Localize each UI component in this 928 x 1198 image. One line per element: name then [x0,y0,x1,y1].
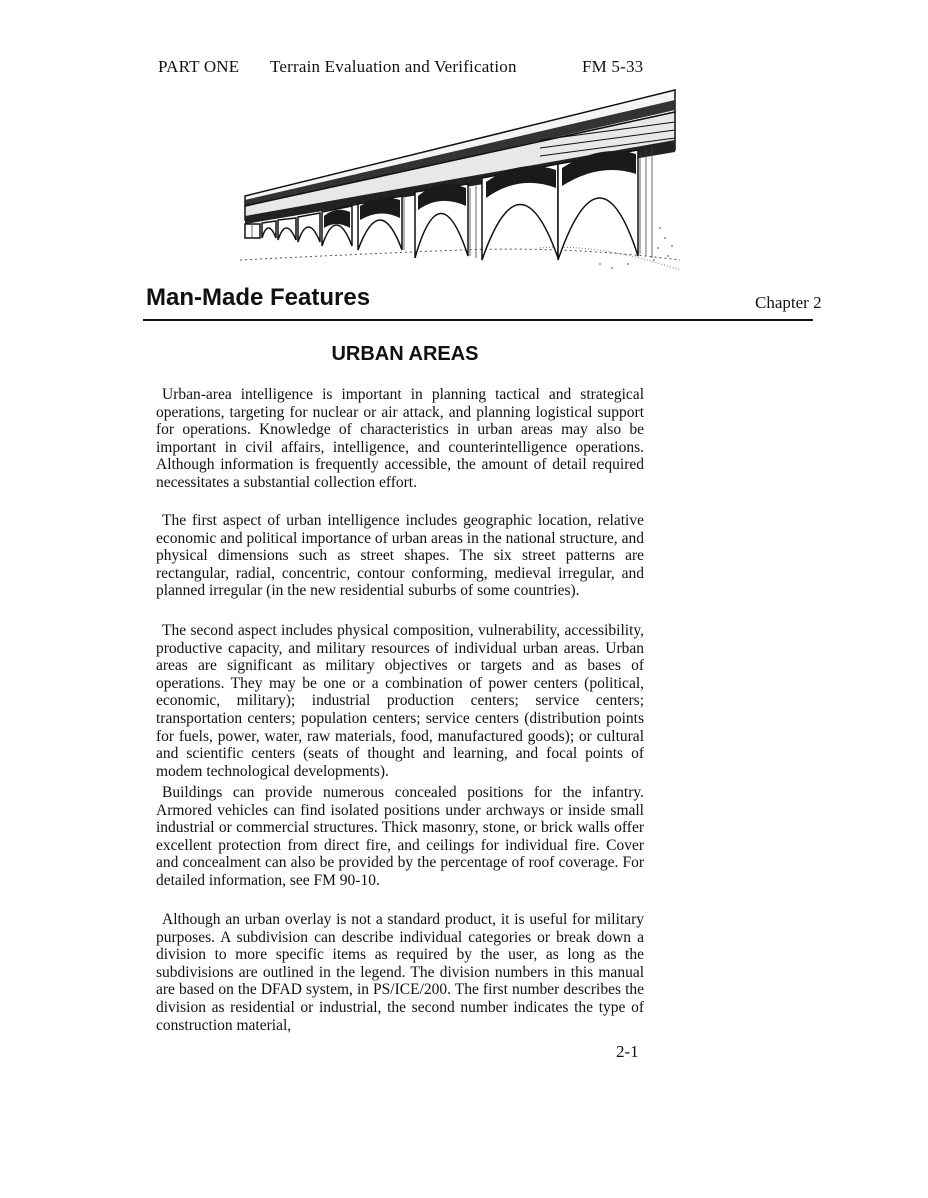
body-paragraph: The second aspect includes physical composition, vulnerability, accessibility, productive capacity, and military resources of individual urban areas. Urban areas are significant as military objectives or targets and as bases of operations. They may be one or a combination of power centers (political, economic, military); industrial production centers; service centers; transportation centers; population centers; service centers (distribution points for fuels, power, water, raw materials, food, manufactured goods); or cultural and scientific centers (seats of thought and learning, and focal points of modem technological developments). [156,622,644,780]
body-paragraph: Urban-area intelligence is important in planning tactical and strategical operations, targeting for nuclear or air attack, and planning logistical support for operations. Knowledge of characteristics in urban areas may also be important in civil affairs, intelligence, and counterintelligence operations. Although information is frequently accessible, the amount of detail required necessitates a substantial collection effort. [156,386,644,491]
bridge-illustration [240,78,680,283]
chapter-divider [143,319,813,321]
body-paragraph: The first aspect of urban intelligence includes geographic location, relative economic and political importance of urban areas in the national structure, and physical dimensions such as street shapes. The six street patterns are rectangular, radial, concentric, contour conforming, medieval irregular, and planned irregular (in the new residential suburbs of some countries). [156,512,644,600]
header-title: Terrain Evaluation and Verification [270,57,517,76]
header-manual-number: FM 5-33 [582,57,644,76]
page-number: 2-1 [616,1042,639,1061]
body-paragraph: Buildings can provide numerous concealed positions for the infantry. Armored vehicles can find isolated positions under archways or inside small industrial or commercial structures. Thick masonry, stone, or brick walls offer excellent protection from direct fire, and ceilings for individual fire. Cover and concealment can also be provided by the percentage of roof coverage. For detailed information, see FM 90-10. [156,784,644,889]
header-part: PART ONE [158,57,240,76]
section-title: URBAN AREAS [331,343,479,365]
body-paragraph: Although an urban overlay is not a standard product, it is useful for military purposes. A subdivision can describe individual categories or break down a division to more specific items as required by the user, as long as the subdivisions are outlined in the legend. The division numbers in this manual are based on the DFAD system, in PS/ICE/200. The first number describes the division as residential or industrial, the second number indicates the type of construction material, [156,911,644,1034]
chapter-title: Man-Made Features [146,284,371,311]
chapter-label: Chapter 2 [755,293,822,312]
